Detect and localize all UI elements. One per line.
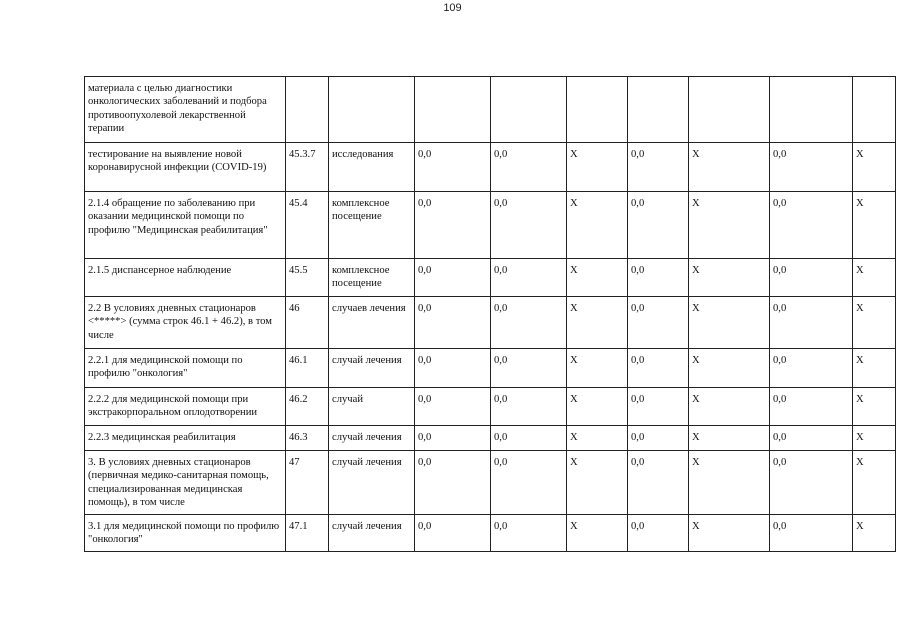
table-cell: случаев лечения xyxy=(329,297,415,349)
table-cell: X xyxy=(689,143,770,192)
table-cell xyxy=(286,77,329,143)
table-cell: 0,0 xyxy=(491,297,567,349)
table-cell: X xyxy=(853,515,896,552)
table-cell: 0,0 xyxy=(770,426,853,451)
table-cell xyxy=(567,77,628,143)
table-cell: X xyxy=(567,259,628,297)
table-cell: 0,0 xyxy=(628,192,689,259)
table-cell: 0,0 xyxy=(491,192,567,259)
table-cell: X xyxy=(853,297,896,349)
table-cell: случай лечения xyxy=(329,515,415,552)
table-cell: X xyxy=(567,515,628,552)
table-cell: случай лечения xyxy=(329,349,415,388)
table-cell: 45.3.7 xyxy=(286,143,329,192)
table-cell: случай лечения xyxy=(329,451,415,515)
table-cell: 46.2 xyxy=(286,388,329,426)
table-cell: X xyxy=(853,349,896,388)
table-cell: 47.1 xyxy=(286,515,329,552)
table-cell: X xyxy=(689,297,770,349)
data-table xyxy=(84,76,896,552)
table-cell: 46 xyxy=(286,297,329,349)
table-cell: X xyxy=(853,259,896,297)
table-cell: 0,0 xyxy=(628,388,689,426)
table-row xyxy=(85,451,896,515)
table-cell: 2.2 В условиях дневных стационаров <*****> (сумма строк 46.1 + 46.2), в том числе xyxy=(85,297,286,349)
table-row xyxy=(85,259,896,297)
table-cell: X xyxy=(567,349,628,388)
table-cell xyxy=(628,77,689,143)
table-cell: 0,0 xyxy=(770,451,853,515)
table-cell: X xyxy=(689,349,770,388)
table-row xyxy=(85,192,896,259)
table-cell: 0,0 xyxy=(628,426,689,451)
table-cell: X xyxy=(689,451,770,515)
table-cell: 0,0 xyxy=(415,426,491,451)
table-cell: 0,0 xyxy=(491,259,567,297)
table-cell: X xyxy=(689,192,770,259)
table-cell: 3. В условиях дневных стационаров (первичная медико-санитарная помощь, специализированная медицинская помощь), в том числе xyxy=(85,451,286,515)
table-cell: 0,0 xyxy=(415,515,491,552)
table-cell: 2.1.5 диспансерное наблюдение xyxy=(85,259,286,297)
table-cell: 0,0 xyxy=(628,349,689,388)
table-cell: 0,0 xyxy=(415,349,491,388)
table-cell: X xyxy=(853,451,896,515)
table-cell: 0,0 xyxy=(491,143,567,192)
table-cell: 46.1 xyxy=(286,349,329,388)
table-cell: 0,0 xyxy=(491,515,567,552)
table-cell: 45.5 xyxy=(286,259,329,297)
table-cell: X xyxy=(567,426,628,451)
table-cell: 0,0 xyxy=(628,259,689,297)
table-cell: X xyxy=(689,388,770,426)
table-cell: 2.2.1 для медицинской помощи по профилю "онкология" xyxy=(85,349,286,388)
table-cell: X xyxy=(853,388,896,426)
table-cell: 0,0 xyxy=(491,388,567,426)
table-cell: 0,0 xyxy=(770,192,853,259)
table-row xyxy=(85,297,896,349)
table-cell: X xyxy=(567,388,628,426)
table-cell: тестирование на выявление новой коронавирусной инфекции (COVID-19) xyxy=(85,143,286,192)
table-cell: 0,0 xyxy=(770,297,853,349)
table-cell: 2.1.4 обращение по заболеванию при оказании медицинской помощи по профилю "Медицинская реабилитация" xyxy=(85,192,286,259)
table-cell: 45.4 xyxy=(286,192,329,259)
table-cell xyxy=(415,77,491,143)
table-cell: X xyxy=(853,426,896,451)
table-cell: случай лечения xyxy=(329,426,415,451)
table-cell: 0,0 xyxy=(415,143,491,192)
table-cell: материала с целью диагностики онкологических заболеваний и подбора противоопухолевой лекарственной терапии xyxy=(85,77,286,143)
table-cell: 0,0 xyxy=(770,515,853,552)
table-cell: исследования xyxy=(329,143,415,192)
table-cell xyxy=(853,77,896,143)
table-cell: 0,0 xyxy=(415,388,491,426)
table-cell: 0,0 xyxy=(628,297,689,349)
table-cell: 0,0 xyxy=(628,515,689,552)
table-cell: 47 xyxy=(286,451,329,515)
table-row xyxy=(85,388,896,426)
table-cell: X xyxy=(853,192,896,259)
table-cell: 0,0 xyxy=(491,426,567,451)
table-cell: 3.1 для медицинской помощи по профилю "онкология" xyxy=(85,515,286,552)
table-cell: X xyxy=(689,515,770,552)
table-cell: 0,0 xyxy=(415,297,491,349)
table-cell: 2.2.2 для медицинской помощи при экстракорпоральном оплодотворении xyxy=(85,388,286,426)
table-cell: X xyxy=(689,259,770,297)
table-cell: 0,0 xyxy=(491,349,567,388)
table-cell: 0,0 xyxy=(770,143,853,192)
table-row xyxy=(85,143,896,192)
table-cell: 0,0 xyxy=(415,192,491,259)
table-cell: X xyxy=(567,451,628,515)
table-cell: X xyxy=(567,297,628,349)
table-cell: 0,0 xyxy=(415,259,491,297)
table-cell: 0,0 xyxy=(770,349,853,388)
table-cell: комплексное посещение xyxy=(329,192,415,259)
table-cell xyxy=(491,77,567,143)
table-row xyxy=(85,77,896,143)
page-number: 109 xyxy=(443,2,462,14)
table-cell: X xyxy=(853,143,896,192)
table-cell: 0,0 xyxy=(770,388,853,426)
table-cell: X xyxy=(567,192,628,259)
table-cell: 0,0 xyxy=(491,451,567,515)
table-cell: 0,0 xyxy=(770,259,853,297)
table-cell: 0,0 xyxy=(628,143,689,192)
table-row xyxy=(85,349,896,388)
table-cell: X xyxy=(567,143,628,192)
table-cell: случай xyxy=(329,388,415,426)
table-cell xyxy=(770,77,853,143)
table-cell: комплексное посещение xyxy=(329,259,415,297)
table-cell: 0,0 xyxy=(628,451,689,515)
table-cell: 0,0 xyxy=(415,451,491,515)
table-cell: X xyxy=(689,426,770,451)
table-cell xyxy=(689,77,770,143)
table-row xyxy=(85,426,896,451)
table-cell xyxy=(329,77,415,143)
table-cell: 46.3 xyxy=(286,426,329,451)
table-row xyxy=(85,515,896,552)
table-cell: 2.2.3 медицинская реабилитация xyxy=(85,426,286,451)
